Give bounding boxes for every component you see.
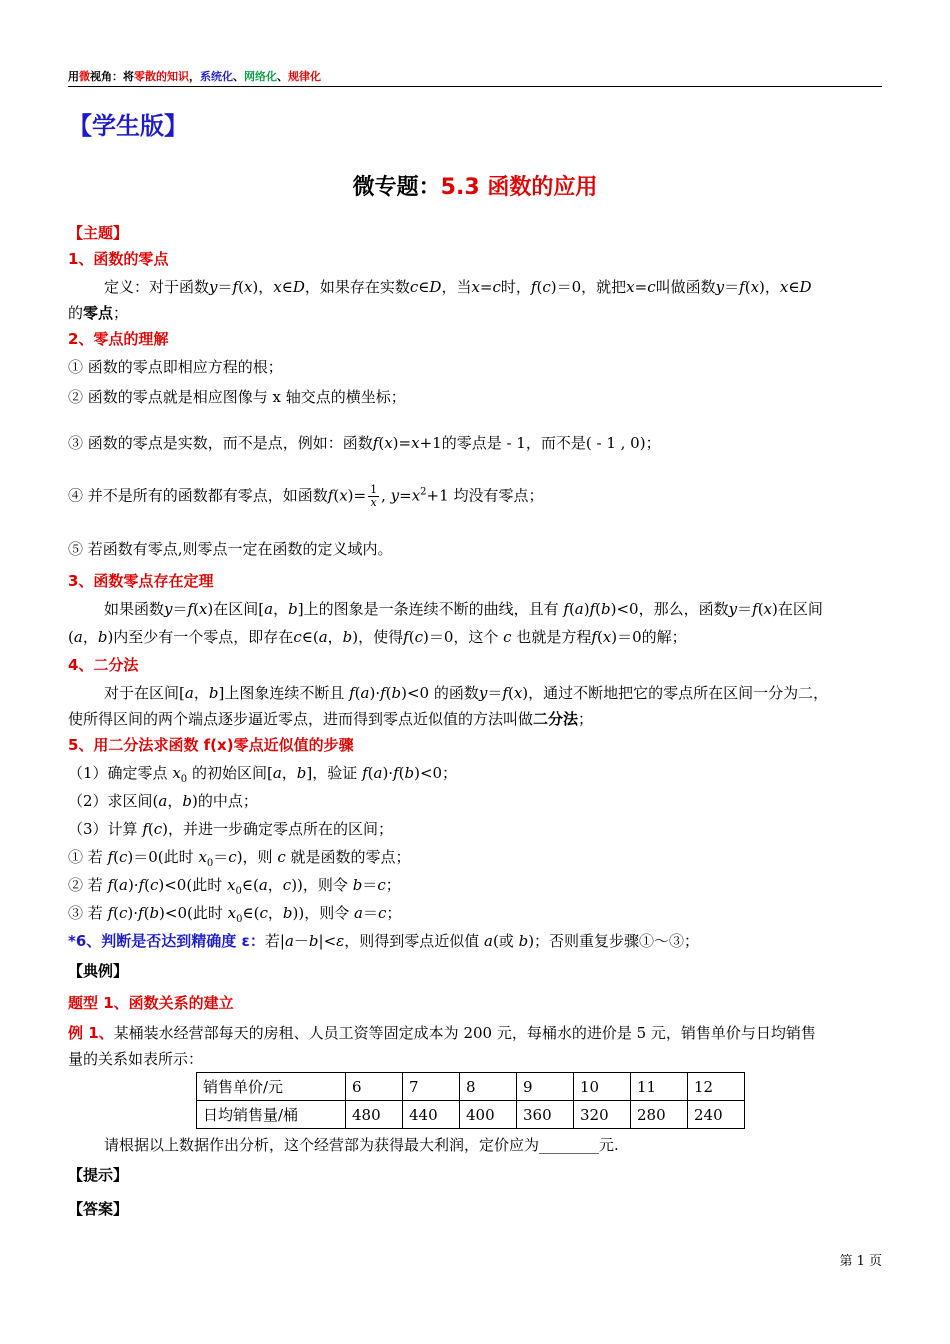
section-6-heading: *6、判断是否达到精确度 ε： (68, 932, 265, 950)
header-text: 微 (79, 70, 90, 83)
title-topic: 函数的应用 (487, 175, 598, 200)
table-cell: 7 (403, 1073, 460, 1101)
header-text: 系统化 (200, 70, 233, 83)
s1-line-1: 定义：对于函数y＝f(x)，x∈D，如果存在实数c∈D，当x=c时，f(c)＝0，就把x=c叫做函数y＝f(x)，x∈D (104, 278, 812, 296)
header-text: 规律化 (288, 70, 321, 83)
s5-case-2: ② 若 f(a)·f(c)<0(此时 $x_0\in(a$，c))，则令 b＝c； (68, 876, 401, 897)
table-cell: 销售单价/元 (197, 1073, 346, 1101)
header-text: 网络化 (244, 70, 277, 83)
table-row (197, 1073, 745, 1101)
table-cell: 9 (517, 1073, 574, 1101)
header-text: 零散的知识 (134, 70, 189, 83)
s2-item-5: ⑤ 若函数有零点,则零点一定在函数的定义域内。 (68, 540, 393, 558)
table-cell: 360 (517, 1101, 574, 1129)
answer-heading: 【答案】 (68, 1200, 129, 1218)
header-text: ， (189, 70, 200, 83)
s3-line-2: (a，b)内至少有一个零点，即存在c∈(a，b)，使得f(c)＝0，这个 c 也就是方程f(x)＝0的解； (68, 628, 687, 646)
table-cell: 400 (460, 1101, 517, 1129)
section-2-heading: 2、零点的理解 (68, 330, 169, 348)
page-header (68, 68, 321, 84)
table-cell: 480 (346, 1101, 403, 1129)
section-5-heading: 5、用二分法求函数 f(x)零点近似值的步骤 (68, 736, 354, 754)
example-1-question: 请根据以上数据作出分析，这个经营部为获得最大利润，定价应为________元. (104, 1136, 619, 1154)
section-6: *6、判断是否达到精确度 ε：若|a－b|<ε，则得到零点近似值 a(或 b)；否则重复步骤①～③； (68, 932, 700, 950)
table-cell: 日均销售量/桶 (197, 1101, 346, 1129)
section-4-heading: 4、二分法 (68, 656, 139, 674)
student-version-label: 【学生版】 (68, 112, 188, 140)
hint-heading: 【提示】 (68, 1166, 129, 1184)
sales-table (196, 1072, 745, 1129)
example-1-label: 例 1、 (68, 1024, 114, 1042)
s2-item-4: ④ 并不是所有的函数都有零点，如函数f(x)= $\frac{1}{x}$ , $y=x^2+1$ 均没有零点； (68, 483, 544, 509)
section-example: 【典例】 (68, 962, 129, 980)
s5-step-3: （3）计算 f(c)，并进一步确定零点所在的区间； (68, 820, 394, 838)
fraction-1-over-x: $\frac{1}{x}$ (370, 483, 378, 509)
s1-line-2: 的零点； (68, 304, 129, 322)
header-text: 、 (233, 70, 244, 83)
s4-line-1: 对于在区间[a，b]上图象连续不断且 f(a)·f(b)<0 的函数y＝f(x)，通过不断地把它的零点所在区间一分为二， (104, 684, 829, 702)
section-theme: 【主题】 (68, 224, 129, 242)
s5-step-2: （2）求区间(a，b)的中点； (68, 792, 258, 810)
s5-case-3: ③ 若 f(c)·f(b)<0(此时 $x_0\in(c$，b))，则令 a＝c； (68, 904, 402, 925)
header-text: 用 (68, 70, 79, 83)
header-text: 视角：将 (90, 70, 134, 83)
title-prefix: 微专题： (352, 175, 441, 200)
example-1-line-2: 量的关系如表所示： (68, 1050, 204, 1068)
s5-case-1: ① 若 f(c)＝0(此时 $x_0=c$)，则 c 就是函数的零点； (68, 848, 411, 869)
type-1-heading: 题型 1、函数关系的建立 (68, 994, 234, 1012)
header-divider (68, 86, 882, 87)
table-cell: 10 (574, 1073, 631, 1101)
page-number: 第 1 页 (839, 1254, 882, 1269)
s5-step-1: （1）确定零点 $x_0$ 的初始区间[a，b]，验证 f(a)·f(b)<0； (68, 764, 458, 785)
table-cell: 320 (574, 1101, 631, 1129)
table-cell: 280 (631, 1101, 688, 1129)
section-3-heading: 3、函数零点存在定理 (68, 572, 214, 590)
s2-item-2: ② 函数的零点就是相应图像与 x 轴交点的横坐标； (68, 388, 406, 406)
s4-line-2: 使所得区间的两个端点逐步逼近零点，进而得到零点近似值的方法叫做二分法； (68, 710, 594, 728)
page-title (0, 170, 950, 201)
table-row (197, 1101, 745, 1129)
s3-line-1: 如果函数y＝f(x)在区间[a，b]上的图象是一条连续不断的曲线，且有 f(a)f(b)<0，那么，函数y＝f(x)在区间 (104, 600, 823, 618)
section-1-heading: 1、函数的零点 (68, 250, 169, 268)
table-cell: 440 (403, 1101, 460, 1129)
table-cell: 8 (460, 1073, 517, 1101)
header-text: 、 (277, 70, 288, 83)
s2-item-1: ① 函数的零点即相应方程的根； (68, 358, 283, 376)
table-cell: 6 (346, 1073, 403, 1101)
s2-item-3: ③ 函数的零点是实数，而不是点，例如：函数f(x)=x+1的零点是 - 1，而不是( - 1 , 0)； (68, 434, 661, 452)
example-1-line-1: 例 1、某桶装水经营部每天的房租、人员工资等固定成本为 200 元，每桶水的进价是 5 元，销售单价与日均销售 (68, 1024, 816, 1042)
title-number: 5.3 (440, 175, 480, 200)
table-cell: 240 (688, 1101, 745, 1129)
table-cell: 12 (688, 1073, 745, 1101)
table-cell: 11 (631, 1073, 688, 1101)
